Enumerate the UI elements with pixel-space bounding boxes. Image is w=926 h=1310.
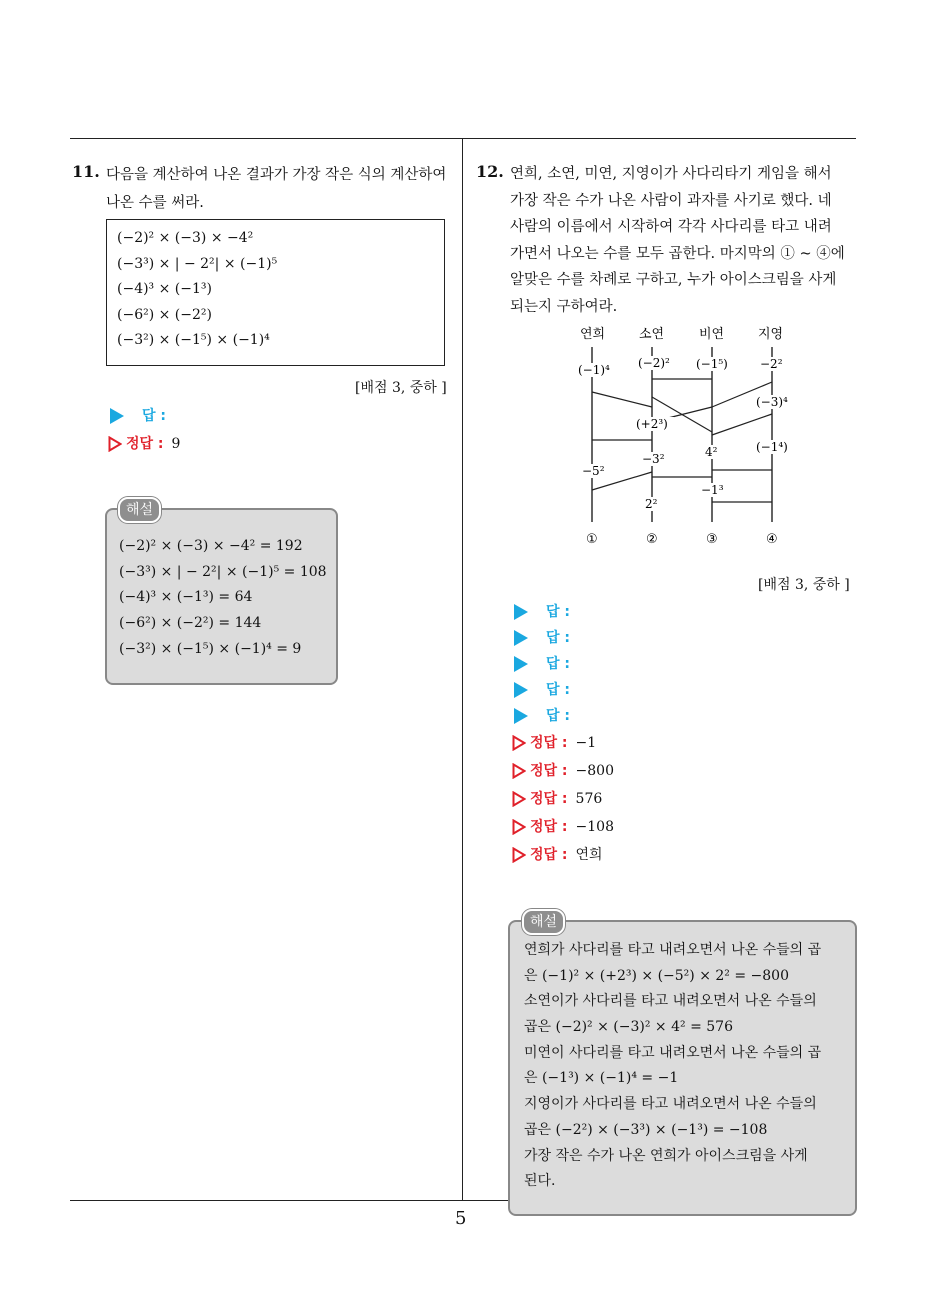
correct-label: 정답 : [530, 791, 568, 807]
page-number: 5 [455, 1208, 467, 1229]
ladder-value: (−2)² [638, 356, 670, 370]
explanation-line: 은 (−1³) × (−1)⁴ = −1 [524, 1070, 679, 1087]
outline-triangle-icon [512, 735, 526, 751]
answer-row [514, 680, 570, 700]
play-icon [514, 682, 528, 698]
explanation-line: 소연이가 사다리를 타고 내려오면서 나온 수들의 [524, 993, 817, 1010]
ladder-result-mark: ③ [706, 532, 718, 547]
ladder-result-mark: ④ [766, 532, 778, 547]
ladder-result-mark: ② [646, 532, 658, 547]
correct-answer-row [108, 434, 180, 454]
column-divider [462, 138, 463, 1201]
explanation-line: 은 (−1)² × (+2³) × (−5²) × 2² = −800 [524, 967, 789, 984]
explanation-line: 미연이 사다리를 타고 내려오면서 나온 수들의 곱 [524, 1044, 822, 1061]
ladder-value: (−1⁵) [696, 357, 728, 371]
correct-value: −1 [575, 735, 597, 751]
explanation-line: 연희가 사다리를 타고 내려오면서 나온 수들의 곱 [524, 942, 822, 958]
ladder-name: 지영 [758, 327, 784, 342]
expression-box [106, 219, 445, 366]
ladder-value: (−3)⁴ [756, 395, 788, 409]
explanation-line: (−4)³ × (−1³) = 64 [119, 589, 253, 606]
outline-triangle-icon [512, 791, 526, 807]
score-label: [배점 3, 중하 ] [355, 380, 447, 396]
outline-triangle-icon [512, 847, 526, 863]
ladder-value: (−1⁴) [756, 440, 788, 454]
play-icon [514, 630, 528, 646]
answer-row [514, 654, 570, 674]
play-icon [110, 408, 124, 424]
correct-answer-row [512, 817, 614, 837]
outline-triangle-icon [108, 436, 122, 452]
explanation-line: (−6²) × (−2²) = 144 [119, 615, 262, 632]
explanation-line: (−3³) × | − 2²| × (−1)⁵ = 108 [119, 563, 327, 580]
answer-row [514, 628, 570, 648]
expression: (−4)³ × (−1³) [117, 281, 212, 297]
correct-answer-row [512, 845, 603, 865]
answer-row [514, 602, 570, 622]
question-number: 12. [476, 162, 504, 181]
question-text: 다음을 계산하여 나온 결과가 가장 작은 식의 계산하여 나온 수를 써라. [106, 167, 447, 211]
ladder-value: (−1)⁴ [578, 363, 610, 377]
explanation-line: 곱은 (−2²) × (−3³) × (−1³) = −108 [524, 1121, 768, 1138]
expression: (−3²) × (−1⁵) × (−1)⁴ [117, 332, 270, 348]
play-icon [514, 708, 528, 724]
answer-label: 답 : [546, 604, 570, 620]
explanation-line: 된다. [524, 1173, 556, 1190]
ladder-diagram [560, 322, 800, 552]
explanation-tag: 해설 [118, 497, 161, 523]
answer-label: 답 : [142, 408, 166, 424]
ladder-result-mark: ① [586, 532, 598, 547]
ladder-value: −2² [760, 357, 783, 371]
explanation-line: 지영이가 사다리를 타고 내려오면서 나온 수들의 [524, 1096, 817, 1113]
correct-value: 연희 [575, 847, 603, 863]
explanation-box [508, 920, 857, 1216]
expression: (−6²) × (−2²) [117, 306, 212, 323]
correct-label: 정답 : [530, 735, 568, 751]
expression: (−3³) × | − 2²| × (−1)⁵ [117, 255, 278, 272]
ladder-value: 2² [645, 497, 658, 511]
answer-label: 답 : [546, 630, 570, 646]
correct-answer-row [512, 761, 614, 781]
outline-triangle-icon [512, 819, 526, 835]
explanation-line: 곱은 (−2)² × (−3)² × 4² = 576 [524, 1019, 733, 1036]
outline-triangle-icon [512, 763, 526, 779]
explanation-line: (−2)² × (−3) × −4² = 192 [119, 538, 303, 554]
answer-row [514, 706, 570, 726]
expression: (−2)² × (−3) × −4² [117, 230, 254, 246]
correct-label: 정답 : [126, 436, 164, 452]
correct-label: 정답 : [530, 819, 568, 835]
ladder-value: 4² [705, 445, 718, 459]
explanation-tag: 해설 [522, 909, 565, 935]
answer-label: 답 : [546, 656, 570, 672]
ladder-name: 소연 [639, 327, 665, 342]
score-label: [배점 3, 중하 ] [758, 577, 850, 593]
question-number: 11. [72, 162, 100, 181]
correct-label: 정답 : [530, 847, 568, 863]
correct-value: −108 [575, 819, 614, 835]
ladder-value: −3² [642, 452, 665, 466]
question-text: 연희, 소연, 미연, 지영이가 사다리타기 게임을 해서 가장 작은 수가 나온 사람이 과자를 사기로 했다. 네 사람의 이름에서 시작하여 각각 사다리를 타고 내려 가면서 나오는 수를 모두 곱한다. 마지막의 ① ~ ④에 알맞은 수를 차례로 구하고, 누가 아이스크림을 사게 되는지 구하여라. [510, 166, 845, 315]
answer-row [110, 406, 166, 426]
explanation-line: 가장 작은 수가 나온 연희가 아이스크림을 사게 [524, 1147, 808, 1164]
explanation-box [105, 508, 338, 685]
ladder-name: 연희 [580, 327, 606, 342]
correct-value: −800 [575, 763, 614, 779]
explanation-line: (−3²) × (−1⁵) × (−1)⁴ = 9 [119, 640, 302, 657]
ladder-value: −1³ [701, 483, 724, 497]
correct-value: 9 [171, 436, 181, 452]
ladder-value: −5² [582, 464, 605, 478]
correct-label: 정답 : [530, 763, 568, 779]
answer-label: 답 : [546, 708, 570, 724]
play-icon [514, 604, 528, 620]
correct-answer-row [512, 789, 602, 809]
ladder-name: 비연 [699, 327, 725, 342]
top-rule [70, 138, 856, 139]
correct-answer-row [512, 733, 596, 753]
correct-value: 576 [575, 791, 603, 807]
play-icon [514, 656, 528, 672]
answer-label: 답 : [546, 682, 570, 698]
ladder-value: (+2³) [636, 417, 668, 431]
